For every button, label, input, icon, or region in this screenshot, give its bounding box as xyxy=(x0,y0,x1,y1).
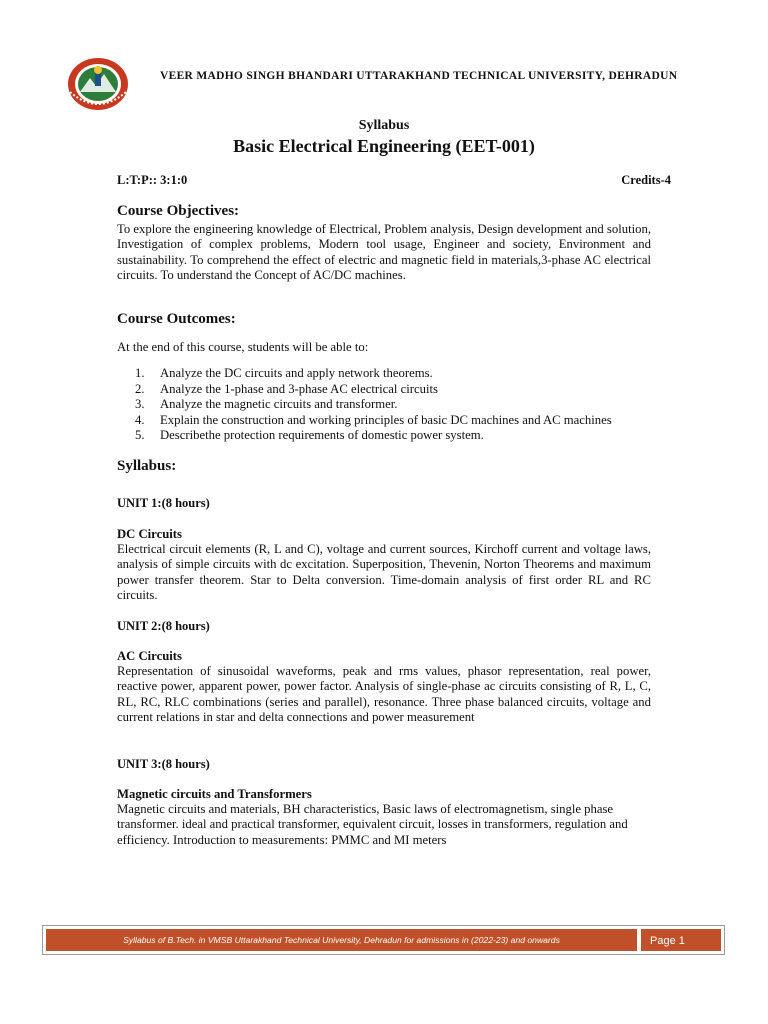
list-text: Describethe protection requirements of domestic power system. xyxy=(160,428,484,442)
objectives-text: To explore the engineering knowledge of Electrical, Problem analysis, Design development and solution, Investigation of complex problems, Modern tool usage, Engineer and society, Environment and sustainability. To comprehend the effect of electric and magnetic field in materials,3-phase AC electrical circuits. To understand the Concept of AC/DC machines. xyxy=(117,222,651,282)
page-number: Page 1 xyxy=(641,929,721,951)
list-item xyxy=(135,366,612,382)
list-item xyxy=(135,397,612,413)
unit-3-text: Magnetic circuits and materials, BH characteristics, Basic laws of electromagnetism, single phase transformer. ideal and practical transformer, equivalent circuit, losses in transformers, regulation and efficiency. Introduction to measurements: PMMC and MI meters xyxy=(117,802,628,847)
page-footer xyxy=(42,925,725,955)
syllabus-heading: Syllabus: xyxy=(117,458,177,474)
unit-2-text: Representation of sinusoidal waveforms, peak and rms values, phasor representation, real power, reactive power, apparent power, power factor. Analysis of single-phase ac circuits consisting of R, L, C, RL, RC, RLC combinations (series and parallel), resonance. Three phase balanced circuits, voltage and current relations in star and delta connections and power measurement xyxy=(117,664,651,724)
credits-value: Credits-4 xyxy=(621,173,671,187)
unit-3-heading: UNIT 3:(8 hours) xyxy=(117,757,210,771)
list-item xyxy=(135,413,612,429)
course-title: Basic Electrical Engineering (EET-001) xyxy=(233,136,535,156)
unit-1-topic: DC Circuits xyxy=(117,527,182,541)
list-text: Explain the construction and working principles of basic DC machines and AC machines xyxy=(160,412,612,427)
outcomes-heading: Course Outcomes: xyxy=(117,311,236,327)
list-number: 2. xyxy=(135,381,145,396)
list-number: 4. xyxy=(135,412,145,427)
list-number: 3. xyxy=(135,397,145,411)
unit-2-topic: AC Circuits xyxy=(117,649,182,663)
unit-1-text: Electrical circuit elements (R, L and C), voltage and current sources, Kirchoff current and voltage laws, analysis of simple circuits with dc excitation. Superposition, Thevenin, Norton Theorems and maximum power transfer theorem. Star to Delta conversion. Time-domain analysis of first order RL and RC circuits. xyxy=(117,542,651,602)
unit-3-topic: Magnetic circuits and Transformers xyxy=(117,787,312,801)
list-item xyxy=(135,428,612,444)
document-label: Syllabus xyxy=(358,118,410,133)
unit-1-heading: UNIT 1:(8 hours) xyxy=(117,496,210,510)
outcomes-intro: At the end of this course, students will be able to: xyxy=(117,340,369,354)
list-number: 1. xyxy=(135,366,145,380)
list-text: Analyze the magnetic circuits and transformer. xyxy=(160,397,398,411)
outcomes-list xyxy=(135,366,612,444)
list-number: 5. xyxy=(135,428,145,442)
university-name: VEER MADHO SINGH BHANDARI UTTARAKHAND TECHNICAL UNIVERSITY, DEHRADUN xyxy=(160,70,678,82)
list-item xyxy=(135,382,612,398)
ltp-value: L:T:P:: 3:1:0 xyxy=(117,173,188,187)
footer-text: Syllabus of B.Tech. in VMSB Uttarakhand Technical University, Dehradun for admissions in (2022-23) and onwards xyxy=(46,929,637,951)
list-text: Analyze the 1-phase and 3-phase AC electrical circuits xyxy=(160,381,438,396)
university-logo xyxy=(66,56,130,112)
list-text: Analyze the DC circuits and apply network theorems. xyxy=(160,366,433,380)
objectives-heading: Course Objectives: xyxy=(117,203,240,219)
unit-2-heading: UNIT 2:(8 hours) xyxy=(117,619,210,633)
